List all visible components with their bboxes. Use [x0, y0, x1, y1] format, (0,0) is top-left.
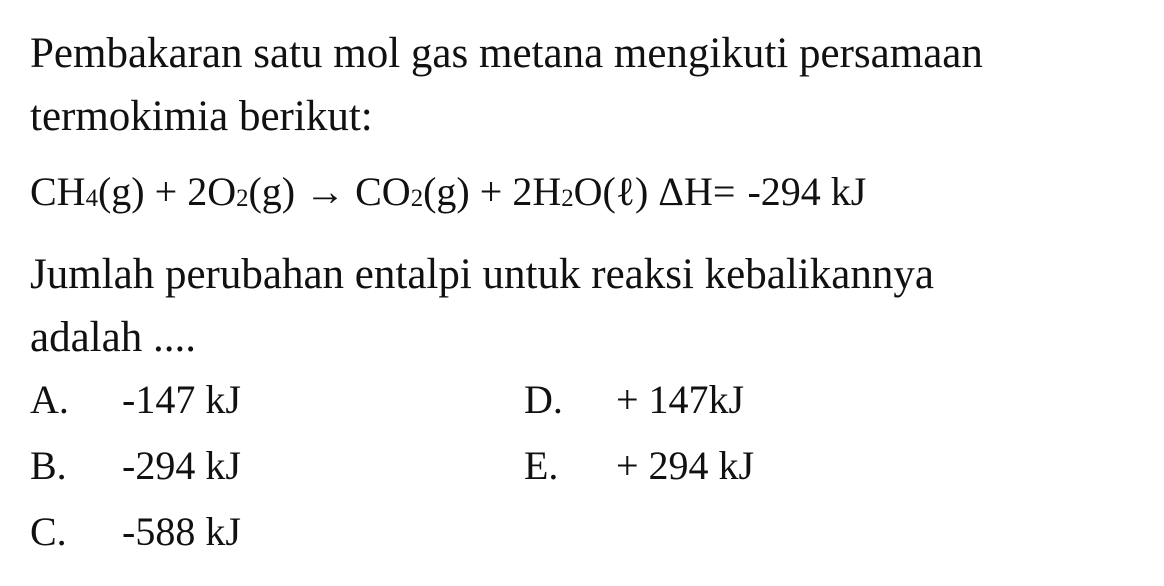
reaction-arrow-icon: →	[305, 169, 346, 214]
option-e[interactable]	[524, 443, 755, 488]
option-letter: E.	[524, 443, 559, 488]
enthalpy-label: ΔH=	[658, 169, 736, 214]
plus-sign: +	[154, 169, 178, 214]
reactant-2: $2O_2(g)$	[187, 169, 296, 214]
option-letter: D.	[524, 377, 563, 422]
plus-sign: +	[479, 169, 503, 214]
option-d[interactable]	[524, 377, 745, 422]
option-value: -294 kJ	[122, 443, 241, 488]
question-line-1: Pembakaran satu mol gas metana mengikuti persamaan	[30, 30, 983, 77]
option-letter: B.	[30, 443, 67, 488]
option-b[interactable]	[30, 443, 241, 488]
option-value: + 147kJ	[616, 377, 745, 422]
option-letter: A.	[30, 377, 69, 422]
option-value: -147 kJ	[122, 377, 241, 422]
option-c[interactable]	[30, 509, 241, 554]
option-value: + 294 kJ	[616, 443, 755, 488]
enthalpy-value: -294 kJ	[747, 169, 867, 214]
question-line-3: Jumlah perubahan entalpi untuk reaksi kebalikannya	[30, 251, 934, 298]
reactant-1: $CH_4(g)$	[30, 169, 145, 214]
option-letter: C.	[30, 509, 67, 554]
option-a[interactable]	[30, 377, 241, 422]
product-1: $CO_2(g)$	[355, 169, 470, 214]
thermochemical-equation	[30, 169, 867, 214]
question-line-2: termokimia berikut:	[30, 93, 373, 140]
option-value: -588 kJ	[122, 509, 241, 554]
question-line-4: adalah ....	[30, 314, 196, 361]
product-2: $2H_2O(\ell)$	[512, 169, 649, 214]
